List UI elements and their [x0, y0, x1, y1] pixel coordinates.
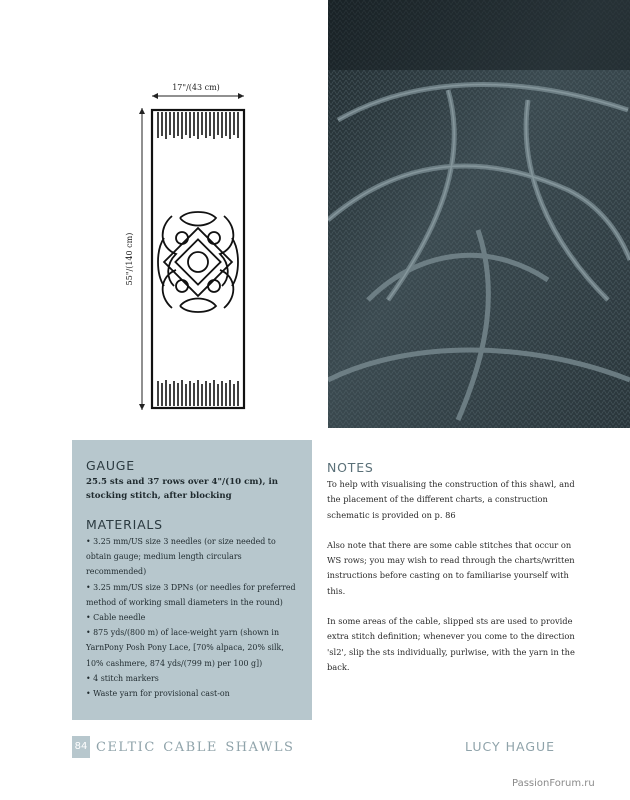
- materials-line: obtain gauge; medium length circulars: [86, 552, 242, 562]
- notes-paragraph: In some areas of the cable, slipped sts are used to provide extra stitch definition; whenever you come to the direction 'sl2', slip the sts individually, purlwise, with the yarn in the back.: [327, 616, 575, 672]
- width-label: 17"/(43 cm): [172, 83, 220, 92]
- materials-line: • Waste yarn for provisional cast-on: [86, 689, 230, 699]
- materials-line: method of working small diameters in the round): [86, 597, 283, 607]
- notes-section: [327, 460, 585, 690]
- notes-paragraph: To help with visualising the construction of this shawl, and the placement of the different charts, a construction schematic is provided on p. 86: [327, 479, 575, 520]
- book-title: celtic cable shawls: [96, 734, 295, 756]
- watermark: PassionForum.ru: [512, 778, 595, 789]
- materials-line: • 875 yds/(800 m) of lace-weight yarn (shown in: [86, 628, 280, 638]
- materials-line: • 3.25 mm/US size 3 needles (or size needed to: [86, 537, 276, 546]
- gauge-text: 25.5 sts and 37 rows over 4"/(10 cm), in stocking stitch, after blocking: [86, 477, 279, 501]
- materials-line: recommended): [86, 567, 147, 577]
- materials-list: [86, 534, 302, 701]
- materials-line: YarnPony Posh Pony Lace, [70% alpaca, 20% silk,: [86, 643, 284, 653]
- notes-paragraph: Also note that there are some cable stitches that occur on WS rows; you may wish to read through the charts/written instructions before casting on to familiarise yourself with this.: [327, 539, 575, 596]
- shawl-photo: [328, 0, 630, 428]
- page-number: 84: [72, 736, 90, 758]
- materials-line: • Cable needle: [86, 613, 146, 623]
- materials-heading: MATERIALS: [86, 517, 163, 532]
- materials-line: 10% cashmere, 874 yds/(799 m) per 100 g]): [86, 658, 263, 668]
- gauge-heading: GAUGE: [86, 458, 135, 473]
- materials-line: • 3.25 mm/US size 3 DPNs (or needles for preferred: [86, 582, 296, 592]
- notes-heading: NOTES: [327, 460, 374, 475]
- shawl-schematic: [108, 78, 258, 418]
- length-label: 55"/(140 cm): [125, 232, 134, 286]
- gauge-materials-panel: [72, 440, 312, 720]
- materials-line: • 4 stitch markers: [86, 673, 159, 683]
- author-name: LUCY HAGUE: [465, 739, 556, 754]
- top-fringe: [158, 112, 238, 139]
